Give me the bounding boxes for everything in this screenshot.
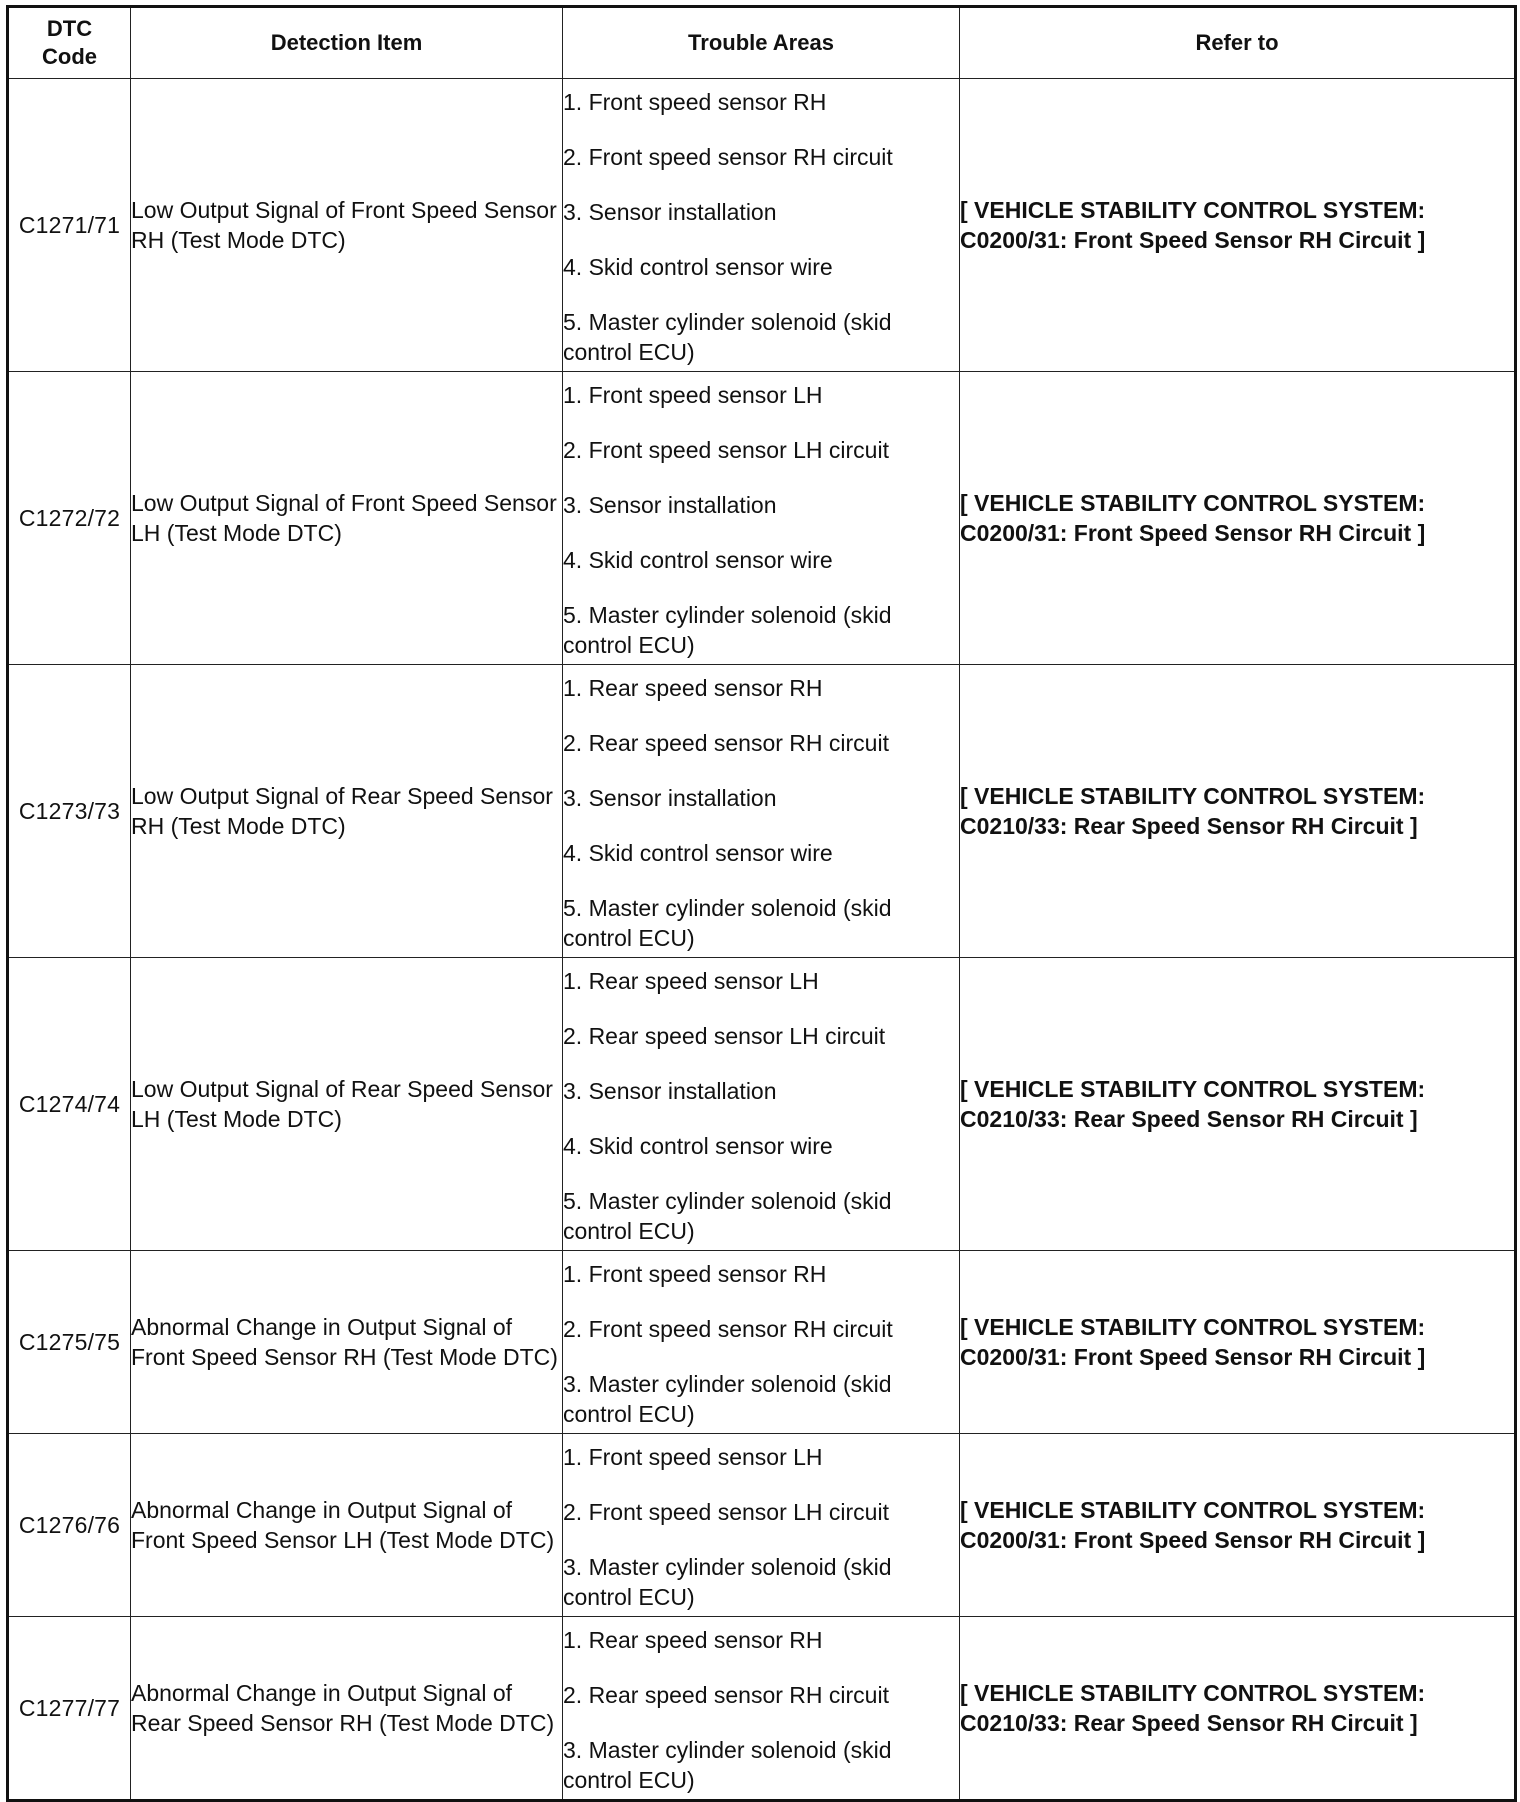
refer-to-link[interactable]: [ VEHICLE STABILITY CONTROL SYSTEM: C0200/31: Front Speed Sensor RH Circuit ] bbox=[960, 372, 1516, 665]
trouble-area-item: 2. Front speed sensor RH circuit bbox=[563, 1316, 893, 1342]
trouble-area-item: 1. Rear speed sensor RH bbox=[563, 675, 823, 701]
refer-to-link[interactable]: [ VEHICLE STABILITY CONTROL SYSTEM: C0210/33: Rear Speed Sensor RH Circuit ] bbox=[960, 1617, 1516, 1801]
detection-item-cell: Abnormal Change in Output Signal of Front Speed Sensor LH (Test Mode DTC) bbox=[131, 1434, 563, 1617]
detection-item-cell: Low Output Signal of Front Speed Sensor LH (Test Mode DTC) bbox=[131, 372, 563, 665]
dtc-table bbox=[6, 5, 1517, 1802]
trouble-area-item: 4. Skid control sensor wire bbox=[563, 1133, 833, 1159]
dtc-code-cell: C1272/72 bbox=[8, 372, 131, 665]
trouble-area-item: 1. Rear speed sensor RH bbox=[563, 1627, 823, 1653]
table-header-row bbox=[8, 7, 1516, 79]
trouble-areas-cell bbox=[563, 958, 960, 1251]
trouble-area-item: 3. Sensor installation bbox=[563, 785, 777, 811]
refer-to-link[interactable]: [ VEHICLE STABILITY CONTROL SYSTEM: C0200/31: Front Speed Sensor RH Circuit ] bbox=[960, 79, 1516, 372]
trouble-area-item: 3. Master cylinder solenoid (skid control ECU) bbox=[563, 1371, 892, 1427]
table-row bbox=[8, 1434, 1516, 1617]
trouble-area-item: 5. Master cylinder solenoid (skid control ECU) bbox=[563, 1188, 892, 1244]
trouble-area-item: 4. Skid control sensor wire bbox=[563, 840, 833, 866]
trouble-area-item: 1. Rear speed sensor LH bbox=[563, 968, 819, 994]
trouble-area-item: 1. Front speed sensor RH bbox=[563, 89, 827, 115]
trouble-areas-cell bbox=[563, 79, 960, 372]
trouble-area-item: 5. Master cylinder solenoid (skid control ECU) bbox=[563, 602, 892, 658]
dtc-code-cell: C1274/74 bbox=[8, 958, 131, 1251]
trouble-area-item: 2. Front speed sensor LH circuit bbox=[563, 437, 889, 463]
detection-item-cell: Abnormal Change in Output Signal of Front Speed Sensor RH (Test Mode DTC) bbox=[131, 1251, 563, 1434]
dtc-code-cell: C1275/75 bbox=[8, 1251, 131, 1434]
trouble-area-item: 2. Front speed sensor RH circuit bbox=[563, 144, 893, 170]
trouble-areas-cell bbox=[563, 1434, 960, 1617]
header-trouble-areas: Trouble Areas bbox=[563, 7, 960, 79]
detection-item-cell: Low Output Signal of Front Speed Sensor RH (Test Mode DTC) bbox=[131, 79, 563, 372]
table-row bbox=[8, 1251, 1516, 1434]
dtc-code-cell: C1277/77 bbox=[8, 1617, 131, 1801]
trouble-area-item: 1. Front speed sensor LH bbox=[563, 382, 823, 408]
dtc-code-cell: C1271/71 bbox=[8, 79, 131, 372]
refer-to-link[interactable]: [ VEHICLE STABILITY CONTROL SYSTEM: C0210/33: Rear Speed Sensor RH Circuit ] bbox=[960, 665, 1516, 958]
trouble-area-item: 4. Skid control sensor wire bbox=[563, 254, 833, 280]
detection-item-cell: Low Output Signal of Rear Speed Sensor LH (Test Mode DTC) bbox=[131, 958, 563, 1251]
detection-item-cell: Low Output Signal of Rear Speed Sensor RH (Test Mode DTC) bbox=[131, 665, 563, 958]
header-detection-item: Detection Item bbox=[131, 7, 563, 79]
trouble-area-item: 3. Sensor installation bbox=[563, 199, 777, 225]
trouble-areas-cell bbox=[563, 665, 960, 958]
trouble-areas-list bbox=[563, 376, 959, 660]
trouble-areas-cell bbox=[563, 1251, 960, 1434]
trouble-area-item: 3. Sensor installation bbox=[563, 1078, 777, 1104]
trouble-areas-list bbox=[563, 1255, 959, 1429]
trouble-areas-list bbox=[563, 962, 959, 1246]
trouble-areas-cell bbox=[563, 1617, 960, 1801]
trouble-areas-cell bbox=[563, 372, 960, 665]
trouble-areas-list bbox=[563, 1621, 959, 1795]
trouble-area-item: 5. Master cylinder solenoid (skid control ECU) bbox=[563, 309, 892, 365]
header-dtc-code: DTC Code bbox=[8, 7, 131, 79]
trouble-area-item: 5. Master cylinder solenoid (skid control ECU) bbox=[563, 895, 892, 951]
trouble-areas-list bbox=[563, 83, 959, 367]
trouble-area-item: 2. Rear speed sensor RH circuit bbox=[563, 1682, 889, 1708]
trouble-area-item: 2. Rear speed sensor LH circuit bbox=[563, 1023, 886, 1049]
detection-item-cell: Abnormal Change in Output Signal of Rear Speed Sensor RH (Test Mode DTC) bbox=[131, 1617, 563, 1801]
trouble-area-item: 3. Master cylinder solenoid (skid control ECU) bbox=[563, 1554, 892, 1610]
trouble-areas-list bbox=[563, 669, 959, 953]
refer-to-link[interactable]: [ VEHICLE STABILITY CONTROL SYSTEM: C0210/33: Rear Speed Sensor RH Circuit ] bbox=[960, 958, 1516, 1251]
trouble-area-item: 3. Master cylinder solenoid (skid control ECU) bbox=[563, 1737, 892, 1793]
trouble-area-item: 3. Sensor installation bbox=[563, 492, 777, 518]
table-row bbox=[8, 958, 1516, 1251]
header-refer-to: Refer to bbox=[960, 7, 1516, 79]
table-row bbox=[8, 665, 1516, 958]
table-row bbox=[8, 79, 1516, 372]
dtc-code-cell: C1273/73 bbox=[8, 665, 131, 958]
table-row bbox=[8, 1617, 1516, 1801]
trouble-area-item: 4. Skid control sensor wire bbox=[563, 547, 833, 573]
trouble-area-item: 1. Front speed sensor RH bbox=[563, 1261, 827, 1287]
dtc-code-cell: C1276/76 bbox=[8, 1434, 131, 1617]
trouble-areas-list bbox=[563, 1438, 959, 1612]
table-row bbox=[8, 372, 1516, 665]
trouble-area-item: 2. Front speed sensor LH circuit bbox=[563, 1499, 889, 1525]
trouble-area-item: 1. Front speed sensor LH bbox=[563, 1444, 823, 1470]
refer-to-link[interactable]: [ VEHICLE STABILITY CONTROL SYSTEM: C0200/31: Front Speed Sensor RH Circuit ] bbox=[960, 1434, 1516, 1617]
refer-to-link[interactable]: [ VEHICLE STABILITY CONTROL SYSTEM: C0200/31: Front Speed Sensor RH Circuit ] bbox=[960, 1251, 1516, 1434]
trouble-area-item: 2. Rear speed sensor RH circuit bbox=[563, 730, 889, 756]
